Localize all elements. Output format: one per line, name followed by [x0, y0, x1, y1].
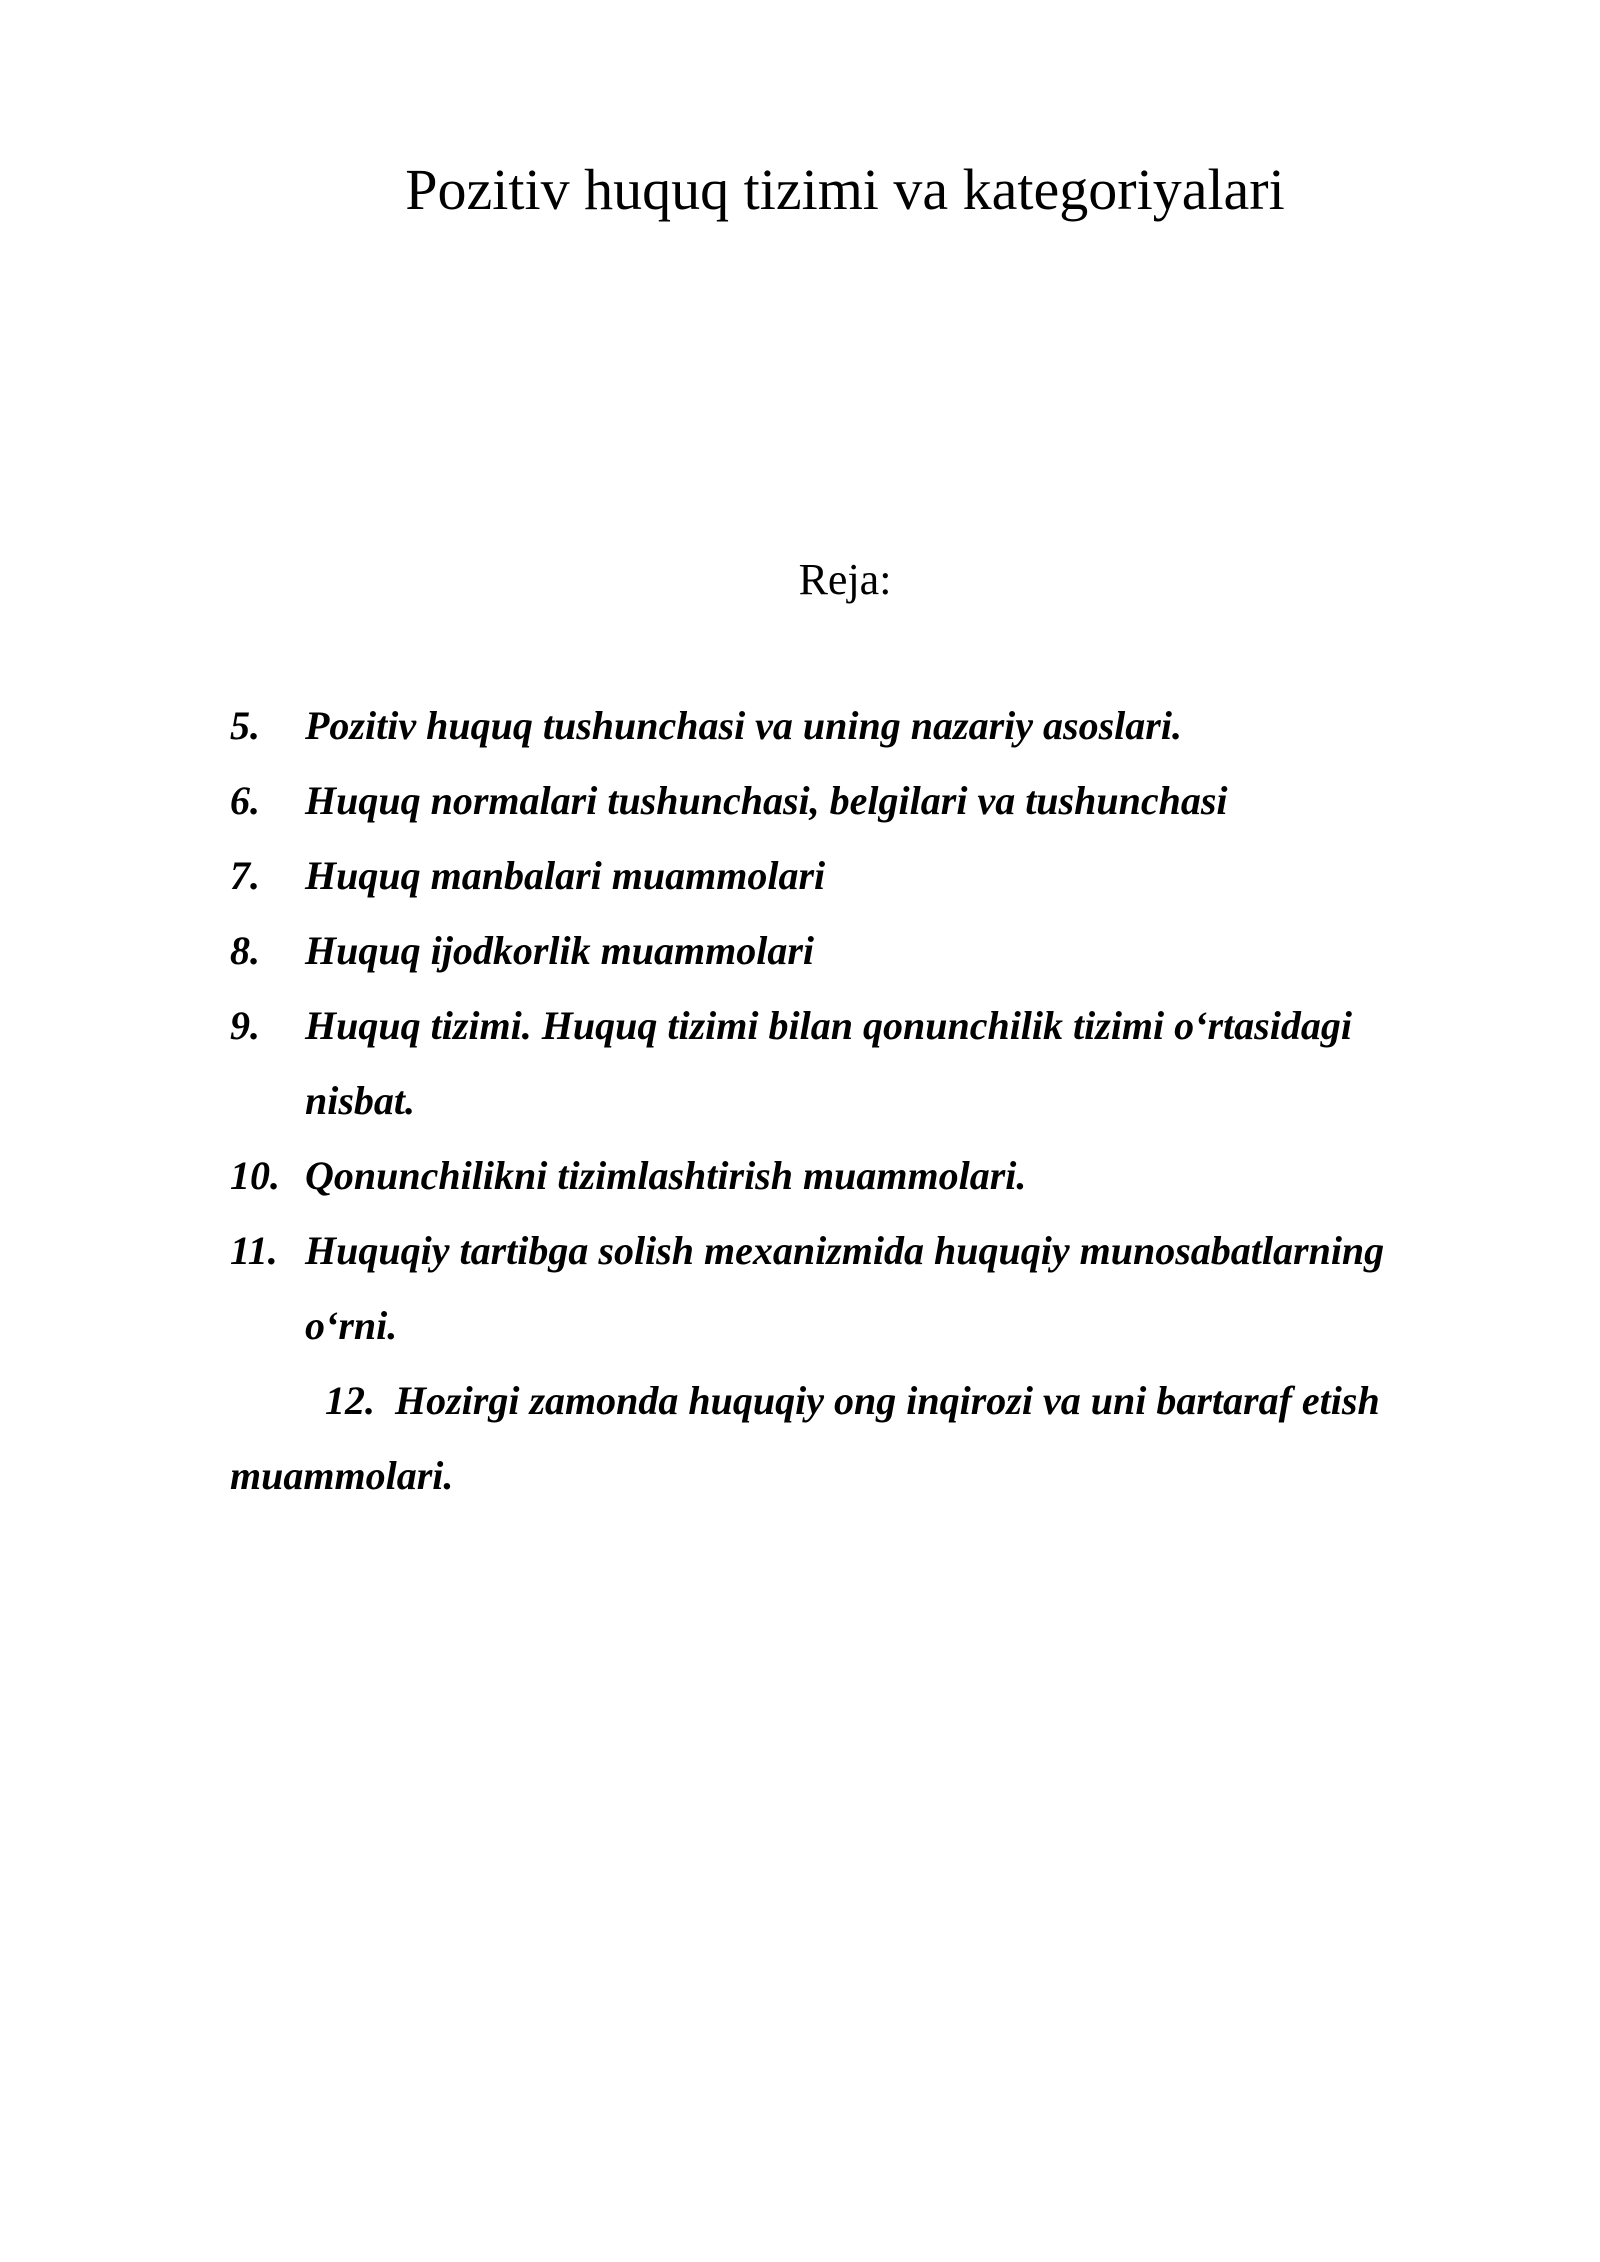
plan-item-number: 5. [230, 703, 260, 748]
plan-item-number: 6. [230, 778, 260, 823]
plan-item-number: 10. [230, 1153, 280, 1198]
plan-item [230, 913, 1460, 988]
plan-item-number: 7. [230, 853, 260, 898]
plan-list [230, 688, 1460, 1513]
plan-item-text: Huquqiy tartibga solish mexanizmida huquqiy munosabatlarning o‘rni. [305, 1228, 1385, 1348]
plan-item [230, 988, 1460, 1138]
plan-heading: Reja: [798, 555, 892, 604]
plan-item [230, 1363, 1460, 1513]
plan-item-text: Pozitiv huquq tushunchasi va uning nazariy asoslari. [305, 703, 1182, 748]
plan-item [230, 1138, 1460, 1213]
plan-item-text: Huquq manbalari muammolari [305, 853, 826, 898]
plan-item-number: 9. [230, 1003, 260, 1048]
plan-item-number: 12. [325, 1378, 375, 1423]
plan-item [230, 1213, 1460, 1363]
plan-item-number: 11. [230, 1228, 278, 1273]
plan-item-number: 8. [230, 928, 260, 973]
plan-item [230, 838, 1460, 913]
plan-item-text: Qonunchilikni tizimlashtirish muammolari. [305, 1153, 1027, 1198]
plan-item [230, 688, 1460, 763]
document-title: Pozitiv huquq tizimi va kategoriyalari [405, 157, 1285, 222]
plan-item-text: Huquq tizimi. Huquq tizimi bilan qonunchilik tizimi o‘rtasidagi nisbat. [305, 1003, 1352, 1123]
plan-item-text: Hozirgi zamonda huquqiy ong inqirozi va uni bartaraf etish muammolari. [230, 1378, 1380, 1498]
plan-item-text: Huquq ijodkorlik muammolari [305, 928, 815, 973]
plan-item [230, 763, 1460, 838]
plan-item-text: Huquq normalari tushunchasi, belgilari va tushunchasi [305, 778, 1228, 823]
